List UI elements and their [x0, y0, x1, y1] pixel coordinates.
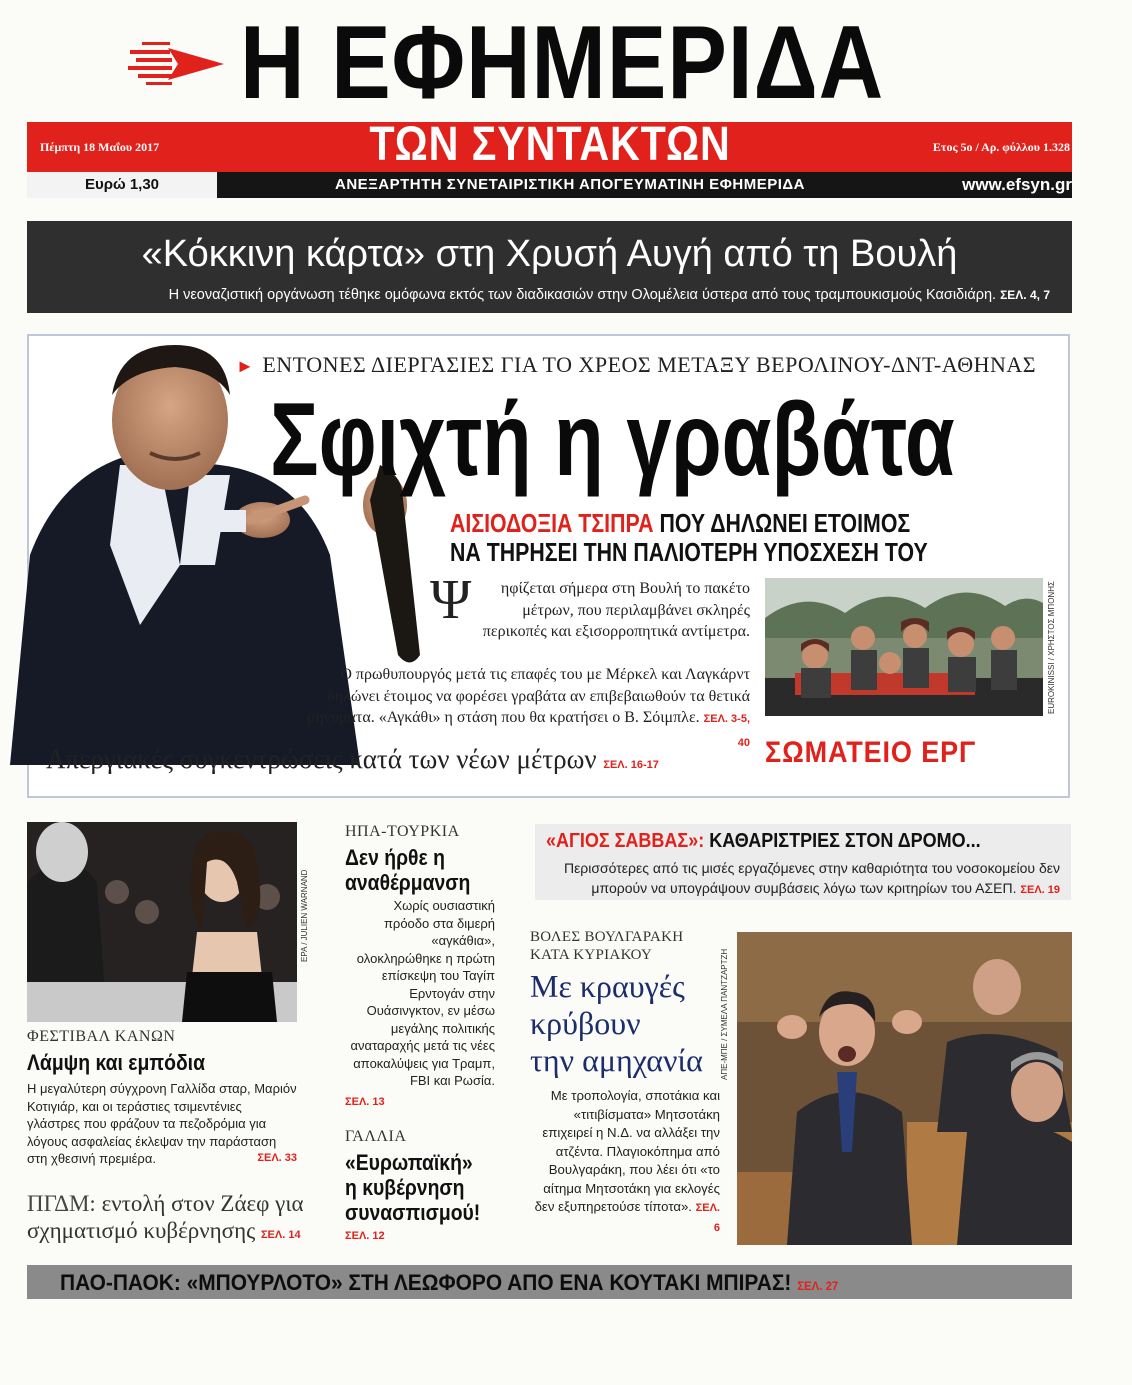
dropcap: Ψ [430, 569, 472, 631]
main-story-kicker [236, 352, 1036, 378]
website-link[interactable]: www.efsyn.gr [962, 175, 1072, 194]
pgdm-story[interactable] [27, 1190, 317, 1249]
main-subheadline-line2: ΝΑ ΤΗΡΗΣΕΙ ΤΗΝ ΠΑΛΙΟΤΕΡΗ ΥΠΟΣΧΕΣΗ ΤΟΥ [450, 537, 928, 567]
main-body-text [300, 664, 750, 754]
strike-headline[interactable] [46, 744, 659, 775]
cannes-body [27, 1080, 297, 1168]
voulgarakis-body-text: Με τροπολογία, σποτάκια και «τιτιβίσματα» Μητσοτάκη επιχειρεί η Ν.Δ. να αλλάξει την ατζέντα. Πλαγιοκόπημα από Βουλγαράκη, που λέει ότι «το αίτημα Μητσοτάκη για εκλογές δεν εξυπηρετούσε τίποτα». [534, 1088, 720, 1214]
voulgarakis-pages: ΣΕΛ. 6 [695, 1202, 720, 1234]
cannes-headline[interactable]: Λάμψη και εμπόδια [27, 1050, 205, 1075]
agios-savvas-headline[interactable] [546, 830, 981, 853]
top-story-headline[interactable]: «Κόκκινη κάρτα» στη Χρυσή Αυγή από τη Βουλή [141, 233, 958, 275]
price: Ευρώ 1,30 [27, 172, 217, 198]
voulgarakis-headline-l1: Με κραυγές [530, 968, 685, 1004]
main-story-pages: ΣΕΛ. 3-5, 40 [703, 713, 750, 749]
main-body-intro: ηφίζεται σήμερα στη Βουλή το πακέτο μέτρων, που περιλαμβάνει σκληρές περικοπές και εξισορροπητικά αντίμετρα. [482, 580, 750, 640]
main-headline[interactable]: Σφιχτή η γραβάτα [270, 382, 955, 498]
subheadline-red: ΑΙΣΙΟΔΟΞΙΑ ΤΣΙΠΡΑ [450, 508, 654, 538]
voulgarakis-label-l1: ΒΟΛΕΣ ΒΟΥΛΓΑΡΑΚΗ [530, 929, 684, 945]
usa-turkey-headline-l2[interactable]: αναθέρμανση [345, 870, 471, 895]
footer-text: ΠΑΟ-ΠΑΟΚ: «ΜΠΟΥΡΛΟΤΟ» ΣΤΗ ΛΕΩΦΟΡΟ ΑΠΟ ΕΝΑ ΚΟΥΤΑΚΙ ΜΠΙΡΑΣ! [60, 1270, 792, 1295]
top-story-subtitle-text: Η νεοναζιστική οργάνωση τέθηκε ομόφωνα εκτός των διαδικασιών στην Ολομέλεια ύστερα από τους τραμπουκισμούς Κασιδιάρη. [168, 287, 997, 303]
protest-photo-credit: EUROKINISSI / ΧΡΗΣΤΟΣ ΜΠΟΝΗΣ [1047, 581, 1056, 714]
issue-date: Πέμπτη 18 Μαΐου 2017 [40, 140, 160, 154]
voulgarakis-headline-l3: την αμηχανία [530, 1042, 703, 1078]
top-story-pages: ΣΕΛ. 4, 7 [1000, 288, 1050, 302]
agios-savvas-text: Περισσότερες από τις μισές εργαζόμενες στην καθαριότητα του νοσοκομείου δεν μπορούν να υπογράψουν συμβάσεις λόγω των κριτηρίων του ΑΣΕΠ. [563, 860, 1060, 896]
parliament-photo-credit: ΑΠΕ-ΜΠΕ / ΣΥΜΕΛΑ ΠΑΝΤΖΑΡΤΖΗ [720, 948, 729, 1080]
issue-number: Ετος 5ο / Αρ. φύλλου 1.328 [932, 140, 1070, 154]
kicker-text: ΕΝΤΟΝΕΣ ΔΙΕΡΓΑΣΙΕΣ ΓΙΑ ΤΟ ΧΡΕΟΣ ΜΕΤΑΞΥ ΒΕΡΟΛΙΝΟΥ-ΔΝΤ-ΑΘΗΝΑΣ [262, 352, 1037, 377]
voulgarakis-label [530, 928, 683, 964]
cannes-photo [27, 822, 297, 1022]
voulgarakis-headline[interactable] [530, 968, 703, 1079]
masthead-title: Η ΕΦΗΜΕΡΙΔΑ [240, 5, 885, 121]
agios-savvas-red: «ΑΓΙΟΣ ΣΑΒΒΑΣ»: [546, 830, 705, 852]
strike-text: Απεργιακές συγκεντρώσεις κατά των νέων μέτρων [46, 744, 597, 774]
usa-turkey-body: Χωρίς ουσιαστική πρόοδο στα διμερή «αγκάθια», ολοκληρώθηκε η πρώτη επίσκεψη του Ταγίπ Ερντογάν στην Ουάσινγκτον, εν μέσω μεγάλης πολιτικής αναταραχής μετά τις νέες αποκαλύψεις για Τραμπ, FBI και Ρωσία. [350, 898, 495, 1088]
main-subheadline-line1 [450, 508, 910, 538]
main-body-rest: Ο πρωθυπουργός μετά τις επαφές του με Μέρκελ και Λαγκάρντ δηλώνει έτοιμος να φορέσει γραβάτα αν επιβεβαιωθούν τα θετικά μηνύματα. «Αγκάθι» η στάση που θα κρατήσει ο Β. Σόιμπλε. [306, 666, 750, 726]
pgdm-lead: ΠΓΔΜ: [27, 1191, 96, 1216]
protest-photo [765, 578, 1043, 716]
parliament-photo [737, 932, 1072, 1245]
usa-turkey-headline-l1[interactable]: Δεν ήρθε η [345, 845, 445, 870]
pgdm-pages: ΣΕΛ. 14 [260, 1229, 301, 1241]
france-pages: ΣΕΛ. 12 [345, 1230, 385, 1242]
masthead-subtitle: ΤΩΝ ΣΥΝΤΑΚΤΩΝ [369, 118, 731, 171]
pgdm-text: εντολή στον Ζάεφ για σχηματισμό κυβέρνησης [27, 1191, 304, 1243]
footer-pages: ΣΕΛ. 27 [797, 1279, 839, 1293]
france-headline-l3[interactable]: συνασπισμού! [345, 1200, 481, 1225]
cannes-body-text: Η μεγαλύτερη σύγχρονη Γαλλίδα σταρ, Μαριόν Κοτιγιάρ, και οι τεράστιες τσιμεντένιες γλάστρες που φράζουν τα πεζοδρόμια για λόγους ασφαλείας έκλεψαν την παράσταση στη χθεσινή πρεμιέρα. [27, 1081, 297, 1166]
protest-banner-caption: ΣΩΜΑΤΕΙΟ ΕΡΓ [765, 736, 977, 769]
usa-turkey-label: ΗΠΑ-ΤΟΥΡΚΙΑ [345, 823, 460, 840]
france-label: ΓΑΛΛΙΑ [345, 1128, 407, 1145]
agios-savvas-rest: ΚΑΘΑΡΙΣΤΡΙΕΣ ΣΤΟΝ ΔΡΟΜΟ... [709, 830, 981, 852]
voulgarakis-body [530, 1087, 720, 1237]
france-headline-l2[interactable]: η κυβέρνηση [345, 1175, 465, 1200]
pen-nib-speed-icon [128, 38, 234, 94]
top-story-subtitle [60, 283, 1050, 307]
cannes-pages: ΣΕΛ. 33 [257, 1152, 297, 1164]
usa-turkey-pages: ΣΕΛ. 13 [345, 1096, 385, 1108]
agios-savvas-pages: ΣΕΛ. 19 [1020, 884, 1060, 896]
footer-headline[interactable] [60, 1268, 1010, 1301]
agios-savvas-body [540, 858, 1060, 900]
triangle-bullet-icon: ► [236, 356, 255, 376]
subheadline-rest: ΠΟΥ ΔΗΛΩΝΕΙ ΕΤΟΙΜΟΣ [659, 508, 911, 538]
cannes-label: ΦΕΣΤΙΒΑΛ ΚΑΝΩΝ [27, 1028, 176, 1045]
france-headline-l1[interactable]: «Ευρωπαϊκή» [345, 1150, 473, 1175]
strike-pages: ΣΕΛ. 16-17 [603, 759, 659, 771]
cannes-photo-credit: EPA / JULIEN WARNAND [300, 869, 309, 962]
voulgarakis-headline-l2: κρύβουν [530, 1005, 641, 1041]
tagline: ΑΝΕΞΑΡΤΗΤΗ ΣΥΝΕΤΑΙΡΙΣΤΙΚΗ ΑΠΟΓΕΥΜΑΤΙΝΗ ΕΦΗΜΕΡΙΔΑ [334, 176, 806, 193]
voulgarakis-label-l2: ΚΑΤΑ ΚΥΡΙΑΚΟΥ [530, 947, 653, 963]
